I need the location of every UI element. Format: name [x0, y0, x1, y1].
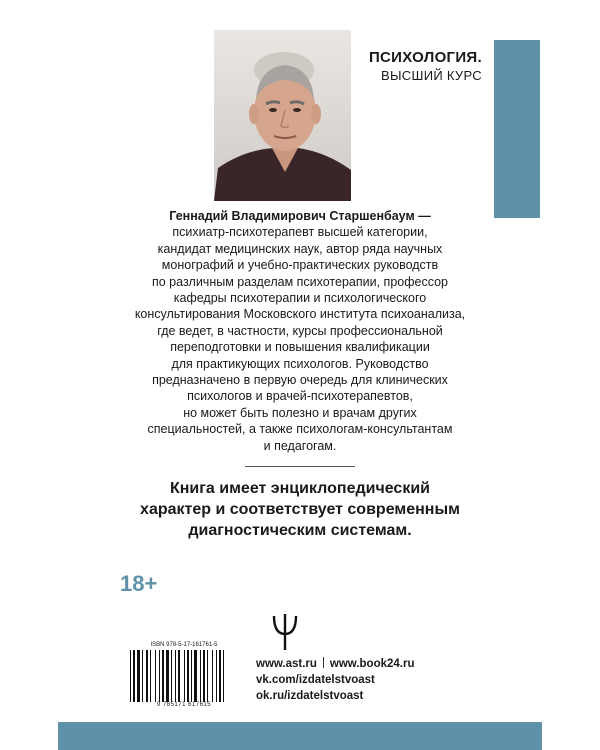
- link-ast: www.ast.ru: [256, 658, 317, 670]
- bottom-accent-bar: [58, 722, 542, 750]
- bio-line: консультирования Московского института психоанализа,: [134, 307, 466, 322]
- author-photo: [214, 30, 351, 201]
- barcode-bar: [200, 650, 201, 702]
- author-bio: [60, 208, 540, 454]
- barcode-bar: [146, 650, 148, 702]
- link-separator: [323, 657, 324, 668]
- publisher-links: [256, 656, 414, 704]
- barcode-bar: [171, 650, 172, 702]
- series-title: [360, 48, 482, 84]
- barcode-bar: [223, 650, 224, 702]
- bio-line: но может быть полезно и врачам других: [183, 405, 417, 420]
- barcode-bar: [142, 650, 143, 702]
- bio-line: специальностей, а также психологам-консультантам: [147, 422, 453, 437]
- author-name: Геннадий Владимирович Старшенбаум —: [169, 209, 431, 223]
- bio-line: психологов и врачей-психотерапевтов,: [187, 389, 413, 404]
- barcode-bar: [155, 650, 156, 702]
- series-title-line1: ПСИХОЛОГИЯ.: [368, 49, 482, 66]
- barcode-bar: [159, 650, 160, 702]
- bio-line: предназначено в первую очередь для клинических: [152, 373, 448, 388]
- bio-line: кафедры психотерапии и психологического: [173, 291, 427, 306]
- isbn-label: ISBN 978-5-17-161761-5: [150, 642, 218, 648]
- barcode-bar: [191, 650, 192, 702]
- accent-tab: [494, 40, 540, 218]
- tagline-line: характер и соответствует современным: [140, 501, 460, 518]
- barcode-bar: [187, 650, 189, 702]
- barcode-bar: [216, 650, 217, 702]
- bio-line: где ведет, в частности, курсы профессиональной: [157, 323, 443, 338]
- barcode-bar: [133, 650, 135, 702]
- barcode-bar: [150, 650, 151, 702]
- barcode-bar: [207, 650, 208, 702]
- publisher-logo-icon: [270, 612, 300, 652]
- divider: [245, 466, 355, 467]
- bio-line: и педагогам.: [263, 438, 337, 453]
- barcode-bar: [162, 650, 164, 702]
- barcode-bar: [203, 650, 205, 702]
- barcode-bar: [178, 650, 180, 702]
- barcode-bar: [212, 650, 213, 702]
- barcode: [128, 650, 240, 702]
- bio-line: кандидат медицинских наук, автор ряда научных: [157, 241, 443, 256]
- barcode-block: [128, 642, 240, 710]
- tagline-line: диагностическим системам.: [188, 522, 412, 539]
- barcode-bar: [130, 650, 131, 702]
- bio-line: монографий и учебно-практических руководств: [161, 258, 439, 273]
- bio-line: по различным разделам психотерапии, профессор: [151, 274, 448, 289]
- barcode-bar: [184, 650, 185, 702]
- series-title-line2: ВЫСШИЙ КУРС: [381, 68, 482, 83]
- bio-line: для практикующих психологов. Руководство: [171, 356, 429, 371]
- barcode-bar: [166, 650, 169, 702]
- tagline: [110, 478, 490, 541]
- link-ok: ok.ru/izdatelstvoast: [256, 690, 364, 702]
- link-book24: www.book24.ru: [329, 658, 415, 670]
- barcode-bar: [175, 650, 176, 702]
- link-vk: vk.com/izdatelstvoast: [256, 674, 375, 686]
- barcode-bar: [137, 650, 140, 702]
- barcode-bar: [219, 650, 221, 702]
- tagline-line: Книга имеет энциклопедический: [169, 480, 431, 497]
- barcode-digits: 9 785171 617615: [156, 702, 212, 708]
- bio-line: переподготовки и повышения квалификации: [170, 340, 430, 355]
- bio-line: психиатр-психотерапевт высшей категории,: [172, 225, 428, 240]
- age-rating-badge: 18+: [120, 571, 158, 596]
- barcode-bar: [194, 650, 197, 702]
